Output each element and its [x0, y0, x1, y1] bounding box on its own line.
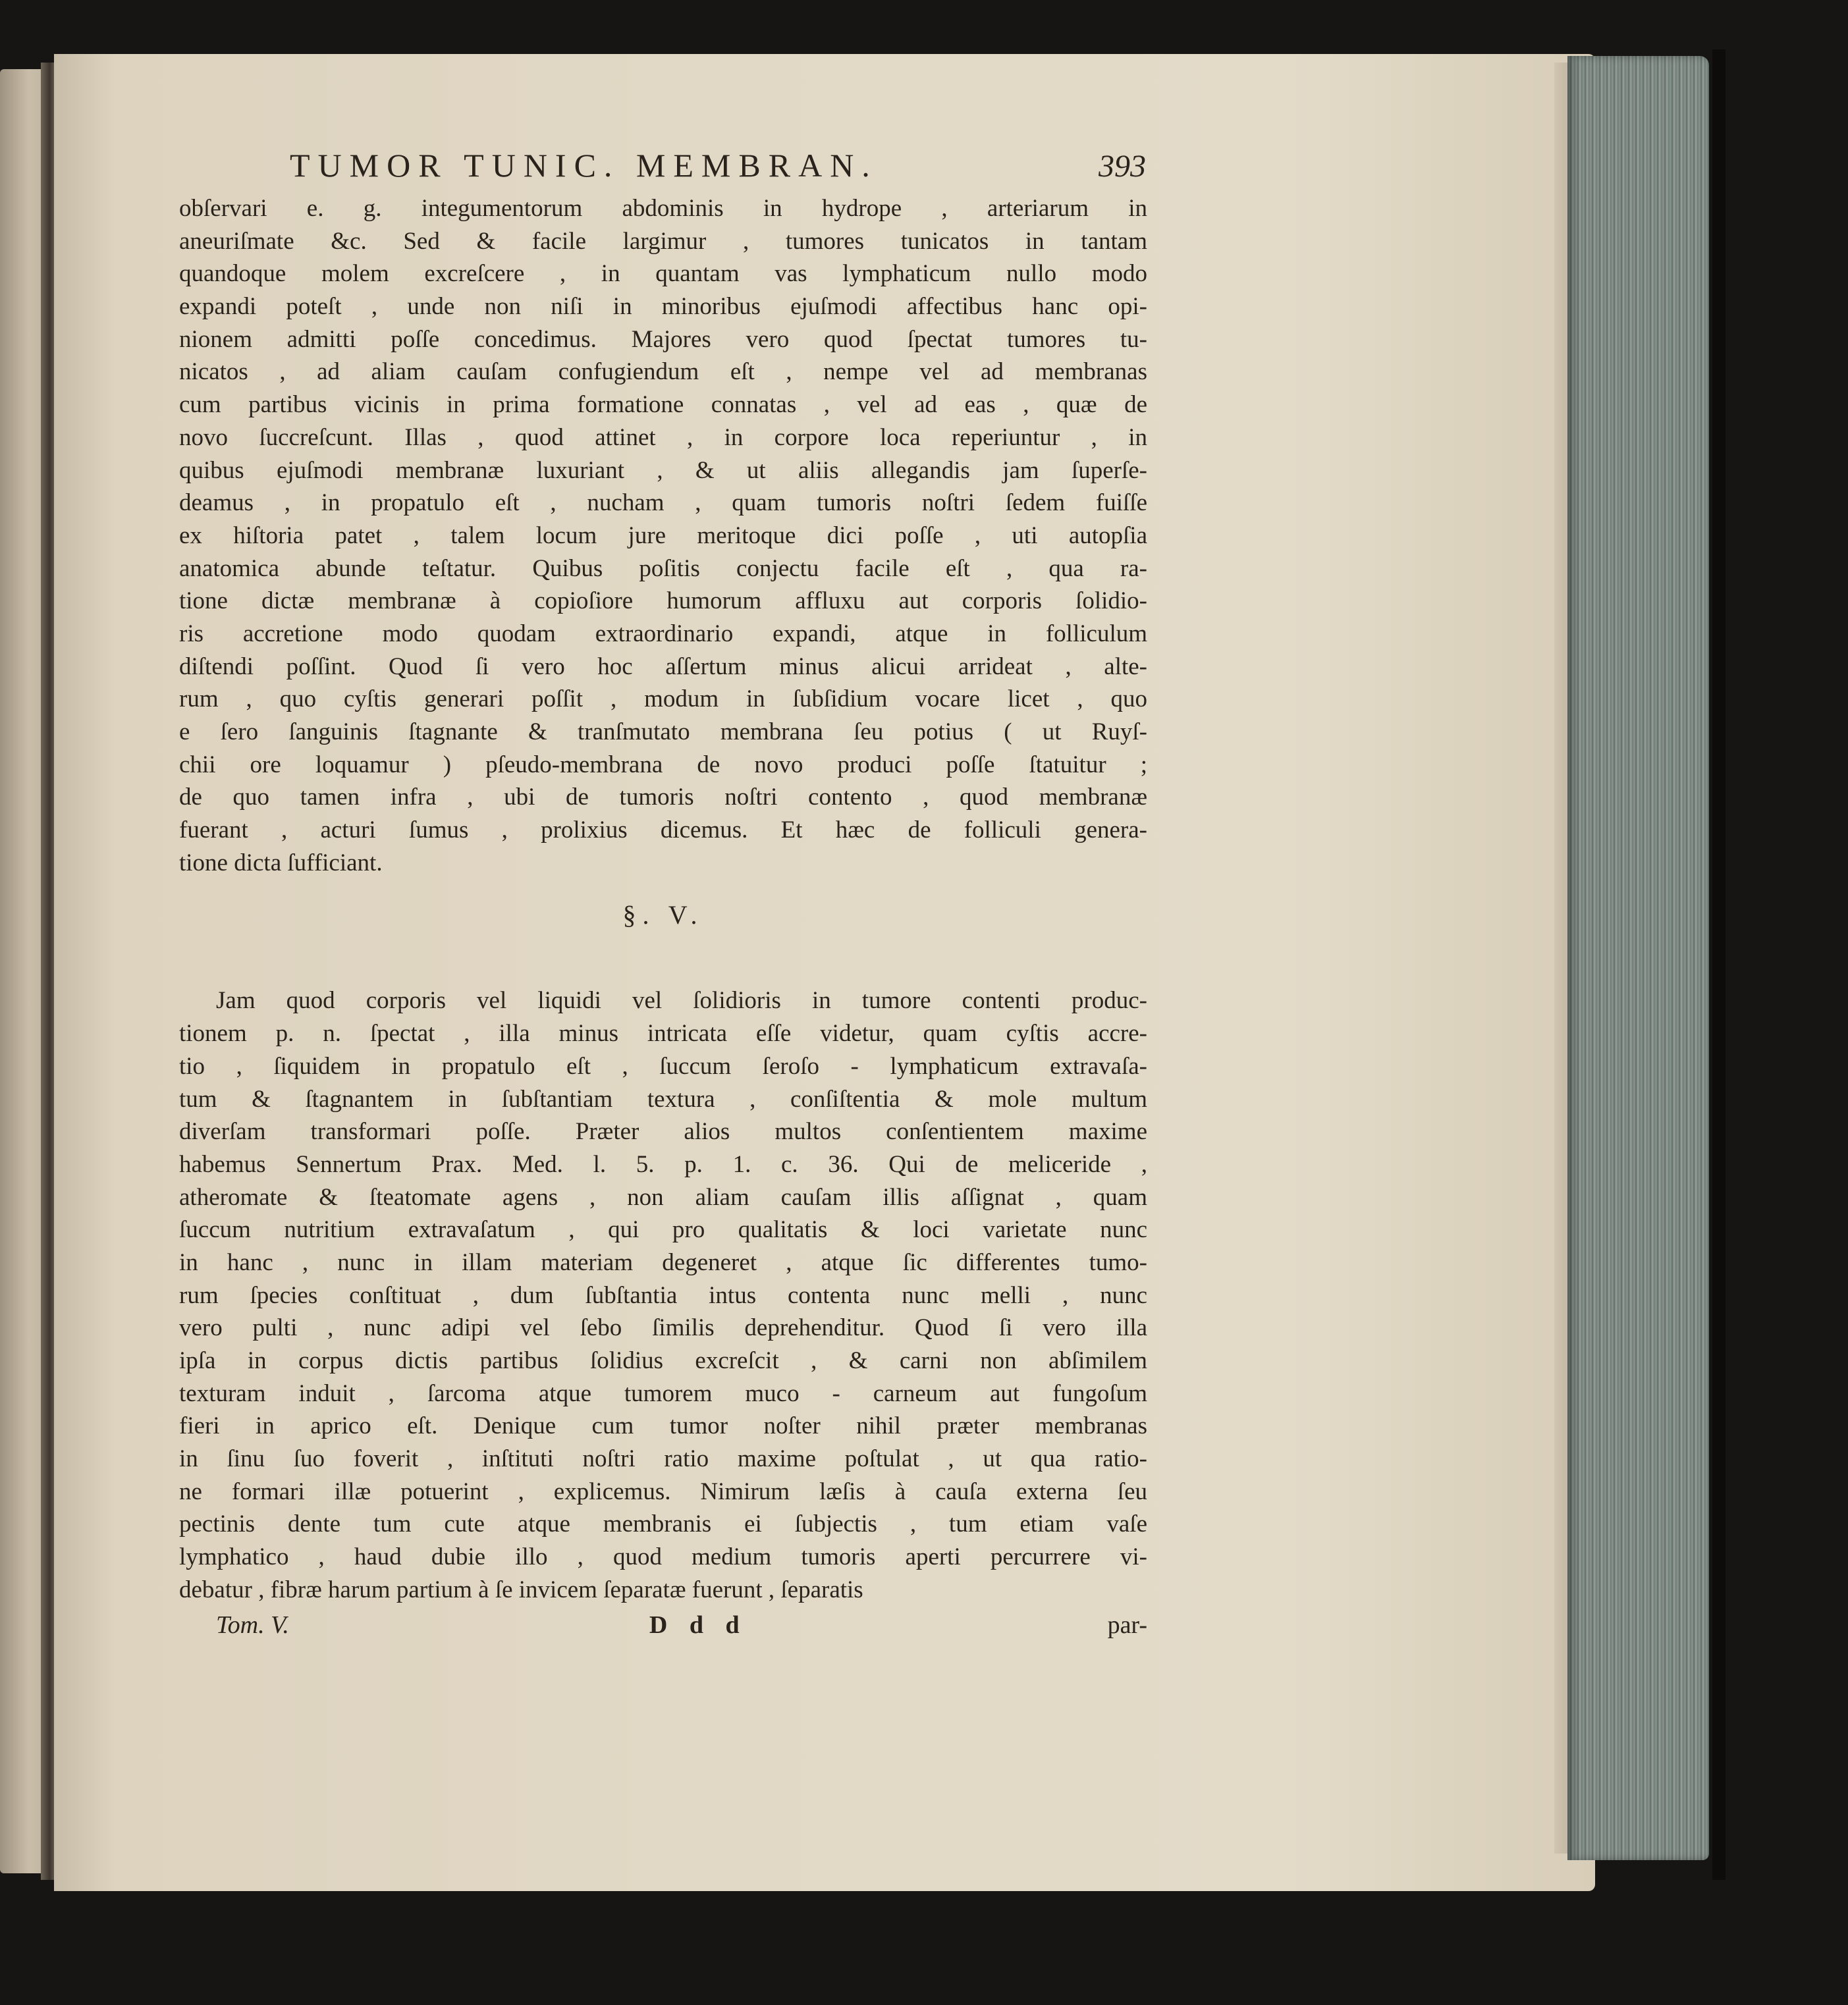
running-title: TUMOR TUNIC. MEMBRAN. — [290, 147, 878, 184]
text-line: fuerant , acturi ſumus , prolixius dicemus. Et hæc de folliculi genera- — [179, 816, 1147, 844]
text-line: debatur , fibræ harum partium à ſe invicem ſeparatæ fuerunt , ſeparatis — [179, 1576, 863, 1603]
text-line: novo ſuccreſcunt. Illas , quod attinet , in corpore loca reperiuntur , in — [179, 423, 1147, 451]
text-line: fieri in aprico eſt. Denique cum tumor noſter nihil præter membranas — [179, 1412, 1147, 1440]
text-line: quibus ejuſmodi membranæ luxuriant , & ut aliis allegandis jam ſuperſe- — [179, 456, 1147, 484]
text-line: aneuriſmate &c. Sed & facile largimur , tumores tunicatos in tantam — [179, 227, 1147, 255]
text-line: atheromate & ſteatomate agens , non aliam cauſam illis aſſignat , quam — [179, 1183, 1147, 1211]
fore-edge-pages — [1567, 56, 1709, 1860]
text-line: lymphatico , haud dubie illo , quod medium tumoris aperti percurrere vi- — [179, 1543, 1147, 1571]
catchword: par- — [1107, 1611, 1147, 1639]
paragraph-1 — [179, 192, 1147, 879]
text-line: ne formari illæ potuerint , explicemus. Nimirum læſis à cauſa externa ſeu — [179, 1478, 1147, 1505]
text-line: ſuccum nutritium extravaſatum , qui pro qualitatis & loci varietate nunc — [179, 1216, 1147, 1244]
running-head — [290, 146, 1146, 192]
text-line: ris accretione modo quodam extraordinario expandi, atque in folliculum — [179, 620, 1147, 647]
dark-margin — [1712, 49, 1726, 1880]
text-line: e ſero ſanguinis ſtagnante & tranſmutato membrana ſeu potius ( ut Ruyſ- — [179, 718, 1147, 745]
text-line: tione dicta ſufficiant. — [179, 849, 383, 876]
text-line: cum partibus vicinis in prima formatione connatas , vel ad eas , quæ de — [179, 391, 1147, 419]
text-line: habemus Sennertum Prax. Med. l. 5. p. 1. c. 36. Qui de meliceride , — [179, 1150, 1147, 1178]
text-line: rum , quo cyſtis generari poſſit , modum in ſubſidium vocare licet , quo — [179, 685, 1147, 713]
text-line: nicatos , ad aliam cauſam confugiendum eſt , nempe vel ad membranas — [179, 358, 1147, 386]
volume-mark: Tom. V. — [216, 1611, 289, 1639]
signature-mark: D d d — [649, 1611, 747, 1639]
text-line: quandoque molem excreſcere , in quantam vas lymphaticum nullo modo — [179, 260, 1147, 288]
text-line: in ſinu ſuo foverit , inſtituti noſtri ratio maxime poſtulat , ut qua ratio- — [179, 1445, 1147, 1473]
text-line: tione dictæ membranæ à copioſiore humorum affluxu aut corporis ſolidio- — [179, 587, 1147, 615]
text-line: ipſa in corpus dictis partibus ſolidius excreſcit , & carni non abſimilem — [179, 1347, 1147, 1374]
text-line: expandi poteſt , unde non niſi in minoribus ejuſmodi affectibus hanc opi- — [179, 293, 1147, 321]
paragraph-2 — [179, 984, 1147, 1606]
text-line: Jam quod corporis vel liquidi vel ſolidioris in tumore contenti produc- — [216, 987, 1147, 1015]
page-number: 393 — [1099, 149, 1146, 184]
text-line: texturam induit , ſarcoma atque tumorem muco - carneum aut fungoſum — [179, 1379, 1147, 1407]
text-block — [179, 146, 1147, 1640]
text-line: rum ſpecies conſtituat , dum ſubſtantia intus contenta nunc melli , nunc — [179, 1281, 1147, 1309]
text-line: anatomica abunde teſtatur. Quibus poſitis conjectu facile eſt , qua ra- — [179, 554, 1147, 582]
page-footer — [179, 1611, 1147, 1640]
text-line: in hanc , nunc in illam materiam degeneret , atque ſic differentes tumo- — [179, 1248, 1147, 1276]
text-line: de quo tamen infra , ubi de tumoris noſtri contento , quod membranæ — [179, 784, 1147, 811]
text-line: pectinis dente tum cute atque membranis ei ſubjectis , tum etiam vaſe — [179, 1510, 1147, 1538]
text-line: vero pulti , nunc adipi vel ſebo ſimilis deprehenditur. Quod ſi vero illa — [179, 1314, 1147, 1342]
text-line: chii ore loquamur ) pſeudo-membrana de novo produci poſſe ſtatuitur ; — [179, 751, 1147, 778]
text-line: tum & ſtagnantem in ſubſtantiam textura , conſiſtentia & mole multum — [179, 1085, 1147, 1113]
text-line: diverſam transformari poſſe. Præter alios multos conſentientem maxime — [179, 1118, 1147, 1146]
text-line: ex hiſtoria patet , talem locum jure meritoque dici poſſe , uti autopſia — [179, 521, 1147, 549]
text-line: nionem admitti poſſe concedimus. Majores vero quod ſpectat tumores tu- — [179, 325, 1147, 353]
section-heading: §. V. — [622, 900, 704, 930]
text-line: tio , ſiquidem in propatulo eſt , ſuccum ſeroſo - lymphaticum extravaſa- — [179, 1052, 1147, 1080]
text-line: tionem p. n. ſpectat , illa minus intricata eſſe videtur, quam cyſtis accre- — [179, 1020, 1147, 1048]
text-line: diſtendi poſſint. Quod ſi vero hoc aſſertum minus alicui arrideat , alte- — [179, 653, 1147, 680]
text-line: deamus , in propatulo eſt , nucham , quam tumoris noſtri ſedem fuiſſe — [179, 489, 1147, 517]
text-line: obſervari e. g. integumentorum abdominis in hydrope , arteriarum in — [179, 195, 1147, 222]
